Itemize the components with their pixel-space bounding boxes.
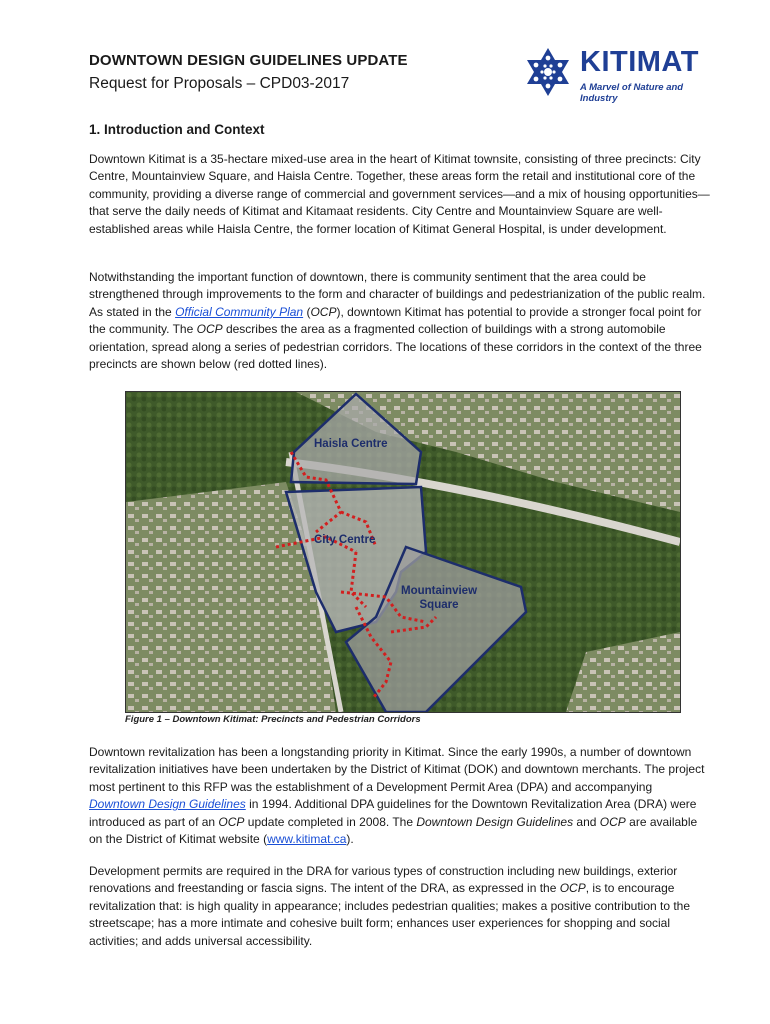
document-title: DOWNTOWN DESIGN GUIDELINES UPDATE bbox=[89, 52, 408, 69]
text-run: ). bbox=[346, 832, 354, 847]
kitimat-website-link[interactable]: www.kitimat.ca bbox=[267, 832, 347, 847]
label-city-centre: City Centre bbox=[314, 534, 376, 546]
text-run: Notwithstanding the important function of downtown, there is community sentiment that the area could be strengthened through improvements to the form and character of buildings and pedestrianization of the public realm. As stated in the bbox=[89, 270, 706, 319]
text-run: in 1994. Additional DPA guidelines for the Downtown Revitalization Area (DRA) were introduced as part of an bbox=[89, 797, 697, 829]
paragraph-development-permits bbox=[89, 863, 711, 950]
downtown-aerial-map bbox=[125, 391, 681, 713]
ocp-abbrev: OCP bbox=[599, 814, 626, 829]
paragraph-revitalization bbox=[89, 744, 711, 848]
text-run: ( bbox=[303, 304, 311, 319]
ocp-abbrev: OCP bbox=[559, 881, 586, 896]
text-run: Development permits are required in the DRA for various types of construction including new buildings, exterior renovations and freestanding or fascia signs. The intent of the DRA, as expressed in the bbox=[89, 864, 678, 896]
downtown-design-guidelines-link[interactable]: Downtown Design Guidelines bbox=[89, 797, 246, 812]
label-mountainview-line1: Mountainview bbox=[400, 585, 478, 597]
ocp-abbrev: OCP bbox=[196, 322, 223, 337]
logo-tagline: A Marvel of Nature and Industry bbox=[580, 82, 684, 104]
figure-caption: Figure 1 – Downtown Kitimat: Precincts and Pedestrian Corridors bbox=[125, 714, 421, 725]
logo-wordmark: KITIMAT bbox=[580, 46, 699, 78]
text-run: ), downtown Kitimat has potential to provide a stronger focal point for the community. The bbox=[89, 304, 702, 337]
text-run: update completed in 2008. The bbox=[244, 814, 417, 829]
ocp-abbrev: OCP bbox=[218, 814, 245, 829]
kitimat-logo bbox=[522, 44, 712, 104]
document-subtitle: Request for Proposals – CPD03-2017 bbox=[89, 75, 350, 92]
paragraph-sentiment bbox=[89, 269, 711, 373]
label-mountainview-line2: Square bbox=[419, 599, 459, 611]
official-community-plan-link[interactable]: Official Community Plan bbox=[175, 304, 304, 319]
text-run: are available on the District of Kitimat website ( bbox=[89, 814, 698, 847]
ddg-title: Downtown Design Guidelines bbox=[416, 814, 574, 829]
text-run: and bbox=[573, 814, 600, 829]
ocp-abbrev: OCP bbox=[310, 304, 337, 319]
label-haisla-centre: Haisla Centre bbox=[314, 438, 388, 450]
map-graphic bbox=[126, 392, 680, 712]
text-run: Downtown revitalization has been a longstanding priority in Kitimat. Since the early 1990s, a number of downtown revitalization initiatives have been undertaken by the District of Kitimat (DOK) and downtown merchants. The project most pertinent to this RFP was the establishment of a Development Permit Area (DPA) and accompanying bbox=[89, 745, 705, 794]
text-run: , is to encourage revitalization that: is high quality in appearance; includes pedestrian qualities; makes a positive contribution to the streetscape; has a more intimate and cohesive built form; enhances user experiences for shopping and social activities; and adds universal accessibility. bbox=[89, 881, 691, 948]
label-mountainview-square bbox=[394, 584, 484, 612]
snowflake-icon bbox=[522, 46, 574, 98]
section-heading: 1. Introduction and Context bbox=[89, 122, 265, 137]
paragraph-intro: Downtown Kitimat is a 35-hectare mixed-use area in the heart of Kitimat townsite, consisting of three precincts: City Centre, Mountainview Square, and Haisla Centre. Together, these areas form the retail and institutional core of the community, providing a diverse range of commercial and government services—and a mix of housing opportunities—that serve the daily needs of Kitimat and Kitamaat residents. City Centre and Mountainview Square are well-established areas while Haisla Centre, the former location of Kitimat General Hospital, is under development. bbox=[89, 152, 710, 236]
text-run: describes the area as a fragmented collection of buildings with a strong automobile orientation, spread along a series of pedestrian corridors. The locations of these corridors in the context of the three precincts are shown below (red dotted lines). bbox=[89, 322, 702, 372]
